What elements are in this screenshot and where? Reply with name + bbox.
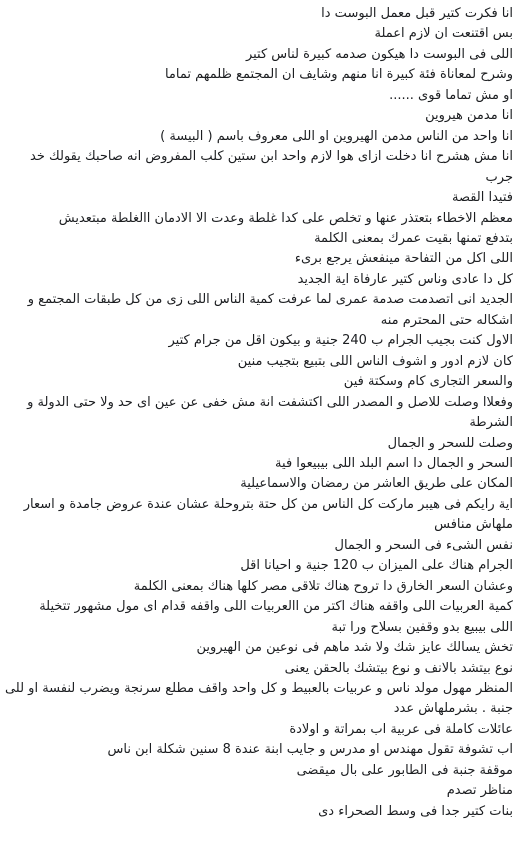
post-line: المكان على طريق العاشر من رمضان والاسماعيلية <box>240 476 513 492</box>
post-line: انا مدمن هيروين <box>425 108 513 124</box>
post-line: نفس الشىء فى السحر و الجمال <box>334 537 513 553</box>
post-line: انا واحد من الناس مدمن الهيروين او اللى معروف باسم ( البيسة ) <box>160 128 513 144</box>
post-line: اللى اكل من التفاحة مينفعش يرجع برىء <box>294 251 513 267</box>
post-line: الاول كنت بجيب الجرام ب 240 جنية و بيكون اقل من جرام كتير <box>168 333 513 349</box>
post-line: وفعلاا وصلت للاصل و المصدر اللى اكتشفت انة مش خفى عن عين اى حد ولا حتى الدولة و الشرطة <box>27 394 513 431</box>
post-line: وصلت للسحر و الجمال <box>387 435 513 451</box>
post-line: والسعر التجارى كام وسكتة فين <box>343 374 513 390</box>
post-line: الجديد انى اتصدمت صدمة عمرى لما عرفت كمية الناس اللى زى من كل طبقات المجتمع و اشكاله حتى المحترم منه <box>27 292 513 328</box>
post-line: انا فكرت كتير قبل معمل البوست دا <box>321 6 513 21</box>
post-line: نوع بيتشد بالانف و نوع بيتشك بالحقن يعنى <box>284 660 513 676</box>
post-line: اللى فى البوست دا هيكون صدمه كبيرة لناس كتير <box>245 46 513 62</box>
post-line: بس اقتنعت ان لازم اعملة <box>374 26 513 42</box>
post-line: مناظر تصدم <box>446 783 513 799</box>
post-line: كمية العربيات اللى واقفه هناك اكتر من االعربيات اللى واقفه قدام اى مول مشهور تتخيلة <box>39 599 513 615</box>
post-line: فتيدا القصة <box>451 190 513 206</box>
post-line: عائلات كاملة فى عربية اب بمراتة و اولادة <box>289 721 513 737</box>
post-line: اب تشوفة تقول مهندس او مدرس و جايب ابنة عندة 8 سنين شكلة ابن ناس <box>107 742 513 758</box>
post-line: اية رايكم فى هيبر ماركت كل الناس من كل حتة بتروحلة عشان عندة عروض جامدة و اسعار ملهاش منافس <box>23 496 513 533</box>
post-line: بنات كتير جدا فى وسط الصحراء دى <box>318 803 513 819</box>
post-line: معظم الاخطاء بتعتذر عنها و تخلص على كدا غلطة وعدت الا الادمان االغلطة مبتعديش <box>58 210 513 226</box>
post-line: المنظر مهول مولد ناس و عربيات بالعبيط و كل واحد واقف مطلع سرنجة ويضرب لنفسة او للى جنبة . بشرملهاش عدد <box>4 680 513 717</box>
post-line: وعشان السعر الخارق دا تروح هناك تلاقى مصر كلها هناك بمعنى الكلمة <box>133 578 513 594</box>
post-line: او مش تماما قوى ...... <box>389 87 513 103</box>
post-line: السحر و الجمال دا اسم البلد اللى بيبيعوا فية <box>275 455 513 471</box>
post-line: تخش يسالك عايز شك ولا شد ماهم فى نوعين من الهيروين <box>196 640 513 656</box>
post-line: كل دا عادى وناس كتير عارفاة اية الجديد <box>297 271 513 287</box>
post-line: الجرام هناك على الميزان ب 120 جنية و احيانا اقل <box>240 558 513 574</box>
post-line: وشرح لمعاناة فئة كبيرة انا منهم وشايف ان المجتمع ظلمهم تماما <box>164 67 513 83</box>
post-line: انا مش هشرح انا دخلت ازاى هوا لازم واحد ابن ستين كلب المفروض انه صاحبك يقولك خد جرب <box>30 149 513 185</box>
post-line: كان لازم ادور و اشوف الناس اللى بتبيع بتجيب منين <box>237 353 513 369</box>
post-line: اللى بيبيع بدو وقفين بسلاح ورا تبة <box>331 619 513 635</box>
post-line: بتدفع تمنها بقيت عمرك بمعنى الكلمة <box>314 230 513 246</box>
post-line: موقفة جنبة فى الطابور على بال ميقضى <box>296 762 513 778</box>
